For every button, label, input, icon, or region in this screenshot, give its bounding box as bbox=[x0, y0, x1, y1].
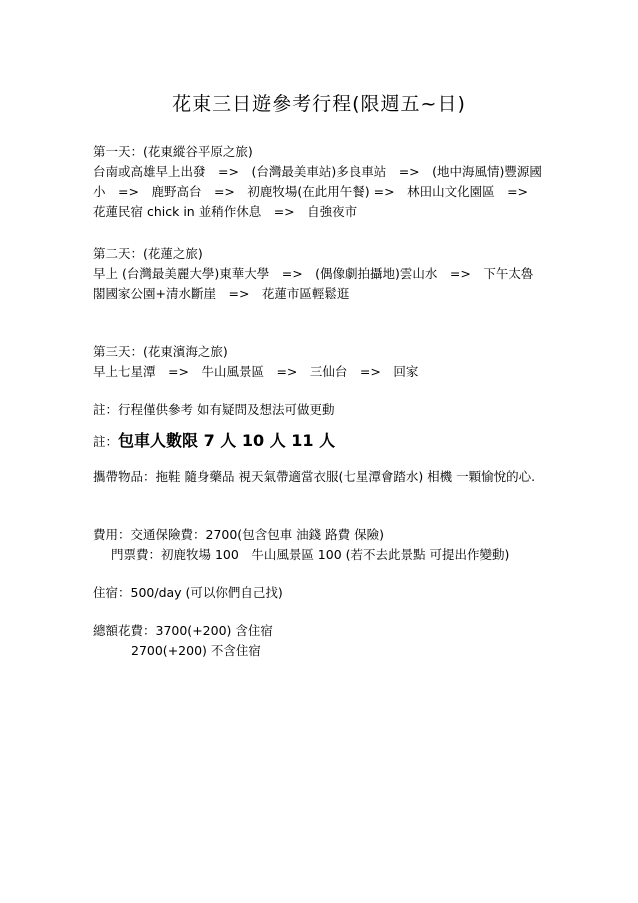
note-group-size-prefix: 註： bbox=[93, 434, 119, 449]
note-itinerary-reference: 註：行程僅供參考 如有疑問及想法可做更動 bbox=[93, 402, 335, 417]
lodging: 住宿：500/day (可以你們自己找) bbox=[93, 585, 283, 600]
day2-heading: 第二天：(花蓮之旅) bbox=[93, 246, 203, 261]
document-body bbox=[93, 142, 543, 661]
note-group-size bbox=[93, 428, 543, 455]
day3-itinerary: 早上七星潭 => 牛山風景區 => 三仙台 => 回家 bbox=[93, 364, 419, 379]
items-to-bring: 攜帶物品：拖鞋 隨身藥品 視天氣帶適當衣服(七星潭會踏水) 相機 一顆愉悅的心. bbox=[93, 469, 536, 484]
fees-tickets: 門票費：初鹿牧場 100 牛山風景區 100 (若不去此景點 可提出作變動) bbox=[111, 547, 510, 562]
day1-itinerary: 台南或高雄早上出發 => (台灣最美車站)多良車站 => (地中海風情)豐源國小 => 鹿野高台 => 初鹿牧場(在此用午餐) => 林田山文化園區 => 花蓮民宿 chick in 並稍作休息 => 自強夜市 bbox=[93, 164, 542, 219]
day1-heading: 第一天：(花東縱谷平原之旅) bbox=[93, 144, 253, 159]
note-group-size-text: 包車人數限 7 人 10 人 11 人 bbox=[118, 431, 336, 450]
day2-itinerary: 早上 (台灣最美麗大學)東華大學 => (偶像劇拍攝地)雲山水 => 下午太魯閣國家公園+清水斷崖 => 花蓮市區輕鬆逛 bbox=[93, 266, 534, 301]
total-cost-without-lodging: 2700(+200) 不含住宿 bbox=[131, 643, 261, 658]
fees-transport: 費用：交通保險費：2700(包含包車 油錢 路費 保險) bbox=[93, 527, 384, 542]
total-cost-with-lodging: 總額花費：3700(+200) 含住宿 bbox=[93, 623, 273, 638]
day3-heading: 第三天：(花東濱海之旅) bbox=[93, 344, 228, 359]
page-title: 花東三日遊參考行程(限週五~日) bbox=[172, 93, 466, 115]
